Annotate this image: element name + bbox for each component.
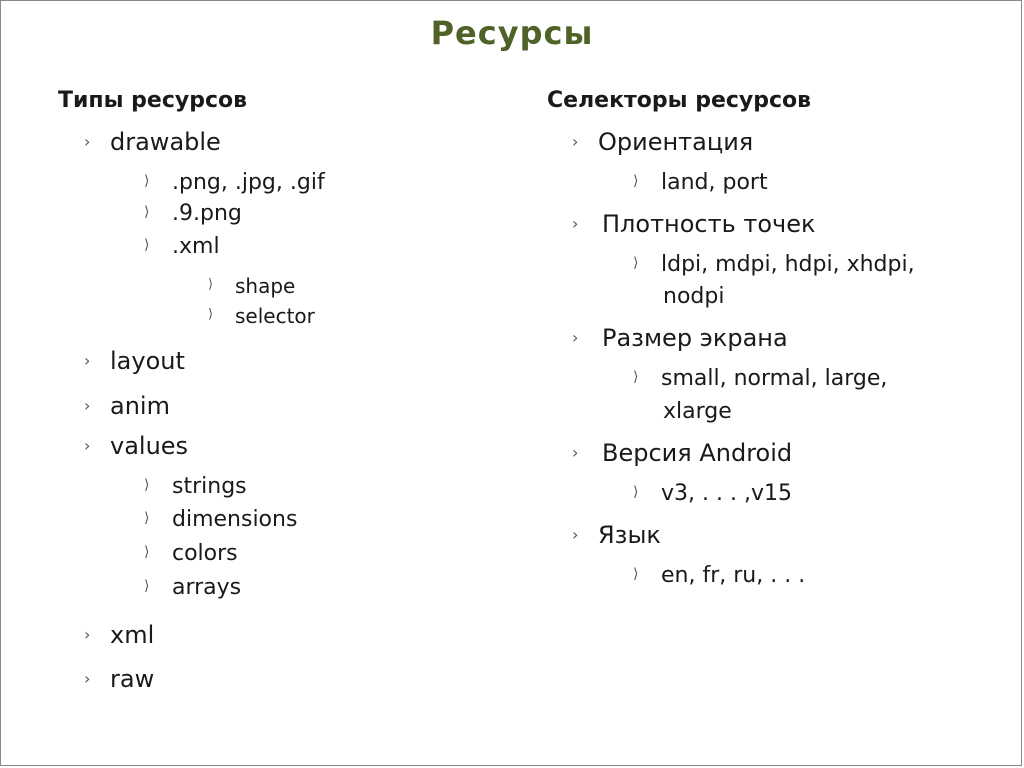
bullet-icon: ⟩ — [144, 544, 150, 560]
bullet-icon: › — [572, 443, 579, 462]
list-item-label: xml — [110, 621, 155, 649]
list-item-values — [84, 432, 189, 460]
list-item-xml-ext — [144, 234, 220, 259]
list-item-label: ldpi, mdpi, hdpi, xhdpi, — [661, 252, 915, 277]
list-item-strings — [144, 474, 247, 499]
list-item-label: v3, . . . ,v15 — [661, 481, 792, 506]
bullet-icon: ⟩ — [633, 566, 639, 582]
bullet-icon: › — [84, 436, 91, 455]
list-item-shape — [208, 274, 296, 298]
bullet-icon: › — [572, 214, 579, 233]
list-item-language — [572, 521, 661, 549]
bullet-icon: ⟩ — [144, 173, 150, 189]
bullet-icon: › — [84, 396, 91, 415]
list-item-label: strings — [172, 474, 247, 499]
list-item-orientation — [572, 128, 754, 156]
list-item-label: arrays — [172, 575, 242, 600]
bullet-icon: ⟩ — [633, 255, 639, 271]
list-item-android-version — [572, 439, 793, 467]
list-item-arrays — [144, 575, 242, 600]
left-column-heading: Типы ресурсов — [58, 88, 248, 113]
list-item-continuation: xlarge — [663, 399, 732, 424]
list-item-label: Плотность точек — [602, 210, 816, 238]
list-item-label: anim — [110, 392, 170, 420]
list-item-label: Версия Android — [602, 439, 793, 467]
list-item-android-version-values — [633, 481, 792, 506]
bullet-icon: › — [572, 132, 579, 151]
list-item-label: .9.png — [172, 201, 242, 226]
bullet-icon: ⟩ — [633, 369, 639, 385]
list-item-png-jpg-gif — [144, 170, 325, 195]
list-item-label: selector — [235, 304, 315, 328]
list-item-anim — [84, 392, 170, 420]
list-item-language-values — [633, 563, 806, 588]
bullet-icon: ⟩ — [144, 510, 150, 526]
bullet-icon: ⟩ — [633, 484, 639, 500]
list-item-density-values — [633, 252, 915, 277]
list-item-colors — [144, 541, 238, 566]
list-item-xml — [84, 621, 155, 649]
list-item-label: .png, .jpg, .gif — [172, 170, 325, 195]
right-column-heading: Селекторы ресурсов — [547, 88, 812, 113]
list-item-label: small, normal, large, — [661, 366, 888, 391]
list-item-screen-size — [572, 324, 788, 352]
bullet-icon: ⟩ — [633, 173, 639, 189]
list-item-label: layout — [110, 347, 185, 375]
list-item-label: land, port — [661, 170, 768, 195]
slide-title: Ресурсы — [430, 14, 594, 52]
list-item-label: en, fr, ru, . . . — [661, 563, 806, 588]
list-item-layout — [84, 347, 185, 375]
bullet-icon: ⟩ — [144, 477, 150, 493]
bullet-icon: ⟩ — [144, 237, 150, 253]
list-item-label: .xml — [172, 234, 220, 259]
list-item-screen-size-values — [633, 366, 888, 391]
list-item-label: values — [110, 432, 189, 460]
bullet-icon: › — [84, 351, 91, 370]
bullet-icon: › — [572, 328, 579, 347]
list-item-9png — [144, 201, 242, 226]
list-item-dimensions — [144, 507, 298, 532]
list-item-label: colors — [172, 541, 238, 566]
list-item-label: Размер экрана — [602, 324, 788, 352]
list-item-label: Язык — [598, 521, 661, 549]
list-item-raw — [84, 665, 155, 693]
bullet-icon: ⟩ — [144, 204, 150, 220]
bullet-icon: ⟩ — [208, 307, 214, 322]
list-item-density — [572, 210, 816, 238]
bullet-icon: › — [572, 525, 579, 544]
bullet-icon: ⟩ — [144, 578, 150, 594]
list-item-label: shape — [235, 274, 296, 298]
list-item-label: dimensions — [172, 507, 298, 532]
bullet-icon: › — [84, 132, 91, 151]
list-item-drawable — [84, 128, 221, 156]
list-item-label: raw — [110, 665, 155, 693]
bullet-icon: › — [84, 625, 91, 644]
list-item-label: drawable — [110, 128, 221, 156]
list-item-continuation: nodpi — [663, 284, 725, 309]
list-item-label: Ориентация — [598, 128, 754, 156]
bullet-icon: › — [84, 669, 91, 688]
list-item-orientation-values — [633, 170, 768, 195]
list-item-selector — [208, 304, 315, 328]
bullet-icon: ⟩ — [208, 277, 214, 292]
